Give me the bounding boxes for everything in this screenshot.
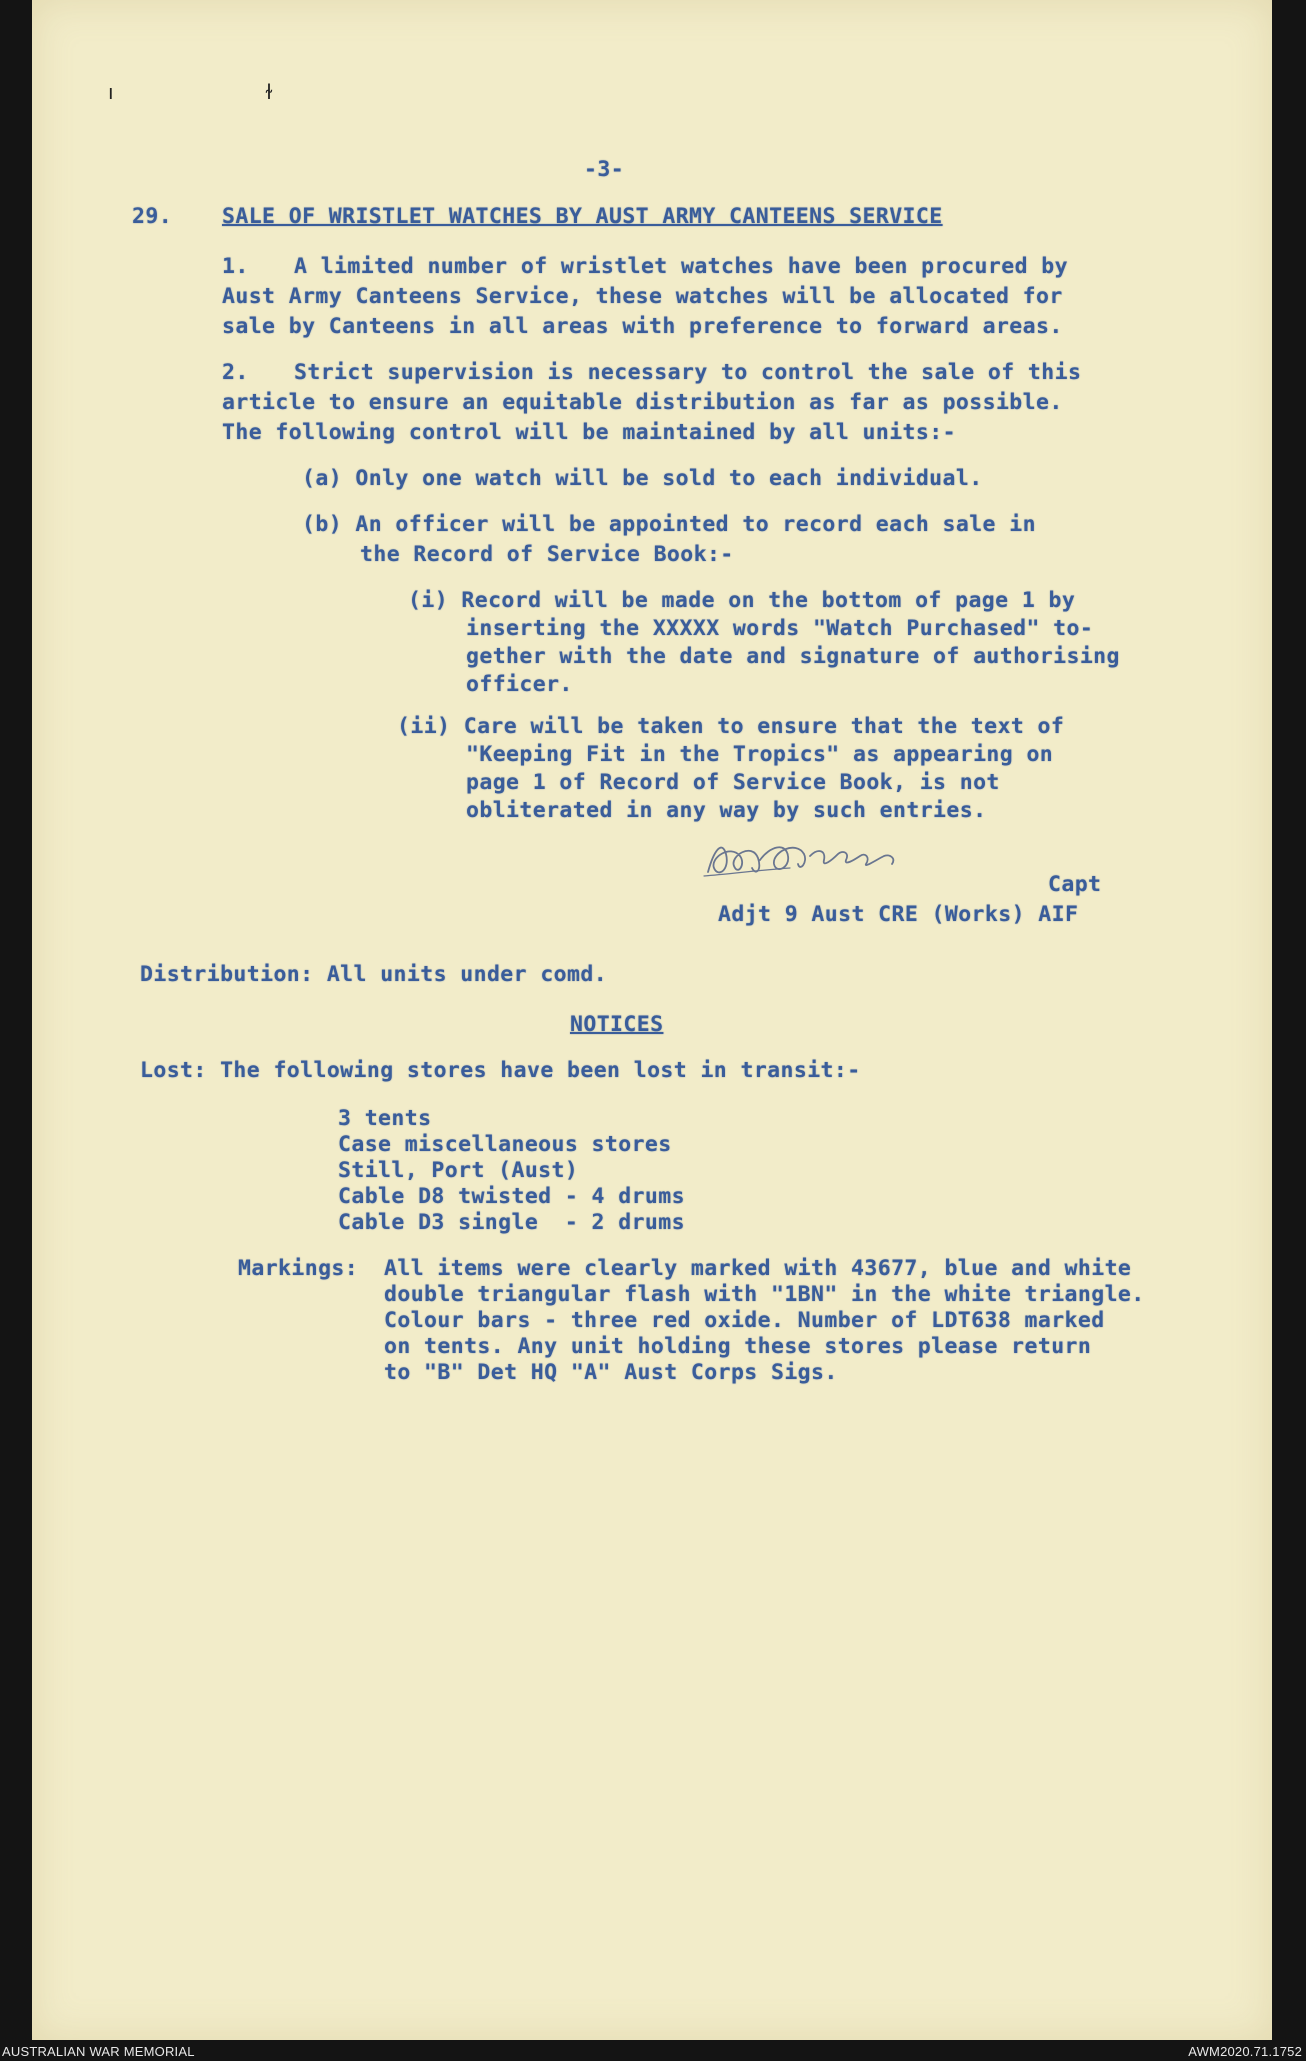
item-i-line: inserting the XXXXX words "Watch Purchased" to-	[466, 616, 1094, 641]
lost-item: Still, Port (Aust)	[338, 1158, 579, 1183]
para1-line: sale by Canteens in all areas with preference to forward areas.	[222, 314, 1063, 339]
para1-line: Aust Army Canteens Service, these watches will be allocated for	[222, 284, 1063, 309]
markings-label: Markings:	[238, 1256, 359, 1281]
item-a: (a) Only one watch will be sold to each individual.	[302, 466, 983, 491]
item-b-line: (b) An officer will be appointed to record each sale in	[302, 512, 1036, 537]
handwritten-signature	[700, 820, 980, 890]
lost-item: Cable D3 single - 2 drums	[338, 1210, 685, 1235]
markings-line: to "B" Det HQ "A" Aust Corps Sigs.	[384, 1360, 838, 1385]
punch-mark-left: ı	[108, 80, 114, 104]
markings-line: on tents. Any unit holding these stores please return	[384, 1334, 1092, 1359]
footer-item-id: AWM2020.71.1752	[1188, 2044, 1302, 2059]
distribution: Distribution: All units under comd.	[140, 962, 608, 987]
lost-item: 3 tents	[338, 1106, 432, 1131]
para2-line: Strict supervision is necessary to control the sale of this	[294, 360, 1082, 385]
markings-line: double triangular flash with "1BN" in the white triangle.	[384, 1282, 1145, 1307]
item-ii-line: (ii) Care will be taken to ensure that the text of	[397, 714, 1065, 739]
para1-line: A limited number of wristlet watches have been procured by	[294, 254, 1068, 279]
section-heading: SALE OF WRISTLET WATCHES BY AUST ARMY CANTEENS SERVICE	[222, 204, 943, 229]
markings-line: Colour bars - three red oxide. Number of LDT638 marked	[384, 1308, 1105, 1333]
lost-intro: Lost: The following stores have been lost in transit:-	[140, 1058, 861, 1083]
signoff-rank: Capt	[1048, 872, 1102, 897]
section-number: 29.	[132, 204, 173, 229]
page-number: -3-	[584, 157, 625, 182]
para1-number: 1.	[222, 254, 249, 279]
notices-heading: NOTICES	[570, 1012, 664, 1037]
para2-line: article to ensure an equitable distribution as far as possible.	[222, 390, 1063, 415]
document-page	[32, 0, 1272, 2040]
para2-number: 2.	[222, 360, 249, 385]
punch-mark-right: ɫ	[265, 80, 273, 104]
markings-line: All items were clearly marked with 43677, blue and white	[384, 1256, 1132, 1281]
lost-item: Case miscellaneous stores	[338, 1132, 672, 1157]
item-ii-line: "Keeping Fit in the Tropics" as appearing on	[466, 742, 1054, 767]
item-i-line: (i) Record will be made on the bottom of page 1 by	[408, 588, 1076, 613]
footer-archive-name: AUSTRALIAN WAR MEMORIAL	[2, 2044, 195, 2059]
item-b-line: the Record of Service Book:-	[360, 542, 734, 567]
item-i-line: gether with the date and signature of authorising	[466, 644, 1120, 669]
item-ii-line: obliterated in any way by such entries.	[466, 798, 987, 823]
item-i-line: officer.	[466, 672, 573, 697]
lost-item: Cable D8 twisted - 4 drums	[338, 1184, 685, 1209]
para2-line: The following control will be maintained by all units:-	[222, 420, 956, 445]
signoff-appointment: Adjt 9 Aust CRE (Works) AIF	[718, 902, 1079, 927]
item-ii-line: page 1 of Record of Service Book, is not	[466, 770, 1000, 795]
